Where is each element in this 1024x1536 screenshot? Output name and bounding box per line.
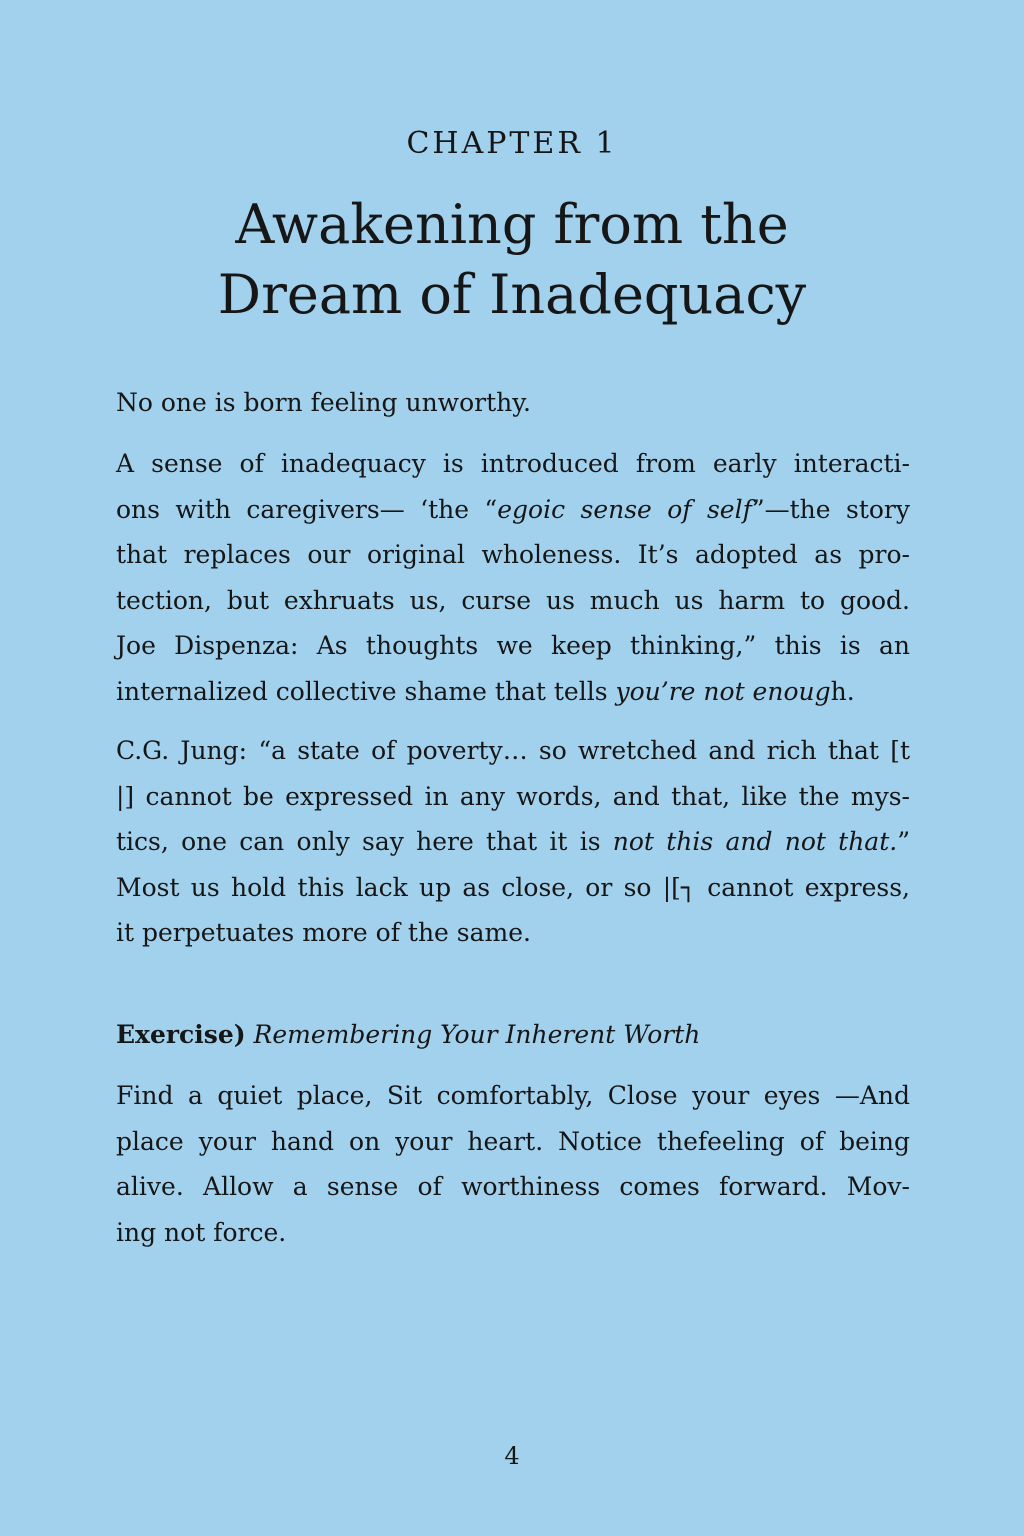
text-run: internalized collective shame that tells: [116, 676, 616, 706]
chapter-title-line-2: Dream of Inadequacy: [217, 263, 807, 326]
paragraph-line: [116, 487, 910, 533]
paragraph-1: [116, 380, 910, 426]
exercise-title: Remembering Your Inherent Worth: [253, 1020, 701, 1049]
italic-text-run: you’re not enoug: [615, 676, 831, 706]
chapter-title: [0, 190, 1024, 330]
paragraph-line: tection, but exhruats us, curse us much us harm to good.: [116, 585, 910, 615]
paragraph-line: that replaces our original wholeness. It’s adopted as pro-: [116, 540, 910, 569]
text-run: ons with caregivers— ‘the “: [116, 494, 498, 524]
paragraph-2: [116, 441, 910, 714]
text-run: ”—the story: [751, 494, 911, 524]
paragraph-line: [116, 669, 910, 715]
paragraph-3: [116, 728, 910, 956]
paragraph-line: Most us hold this lack up as close, or so |[┐ cannot express,: [116, 872, 910, 902]
paragraph-4: [116, 1073, 910, 1255]
paragraph-line: alive. Allow a sense of worthiness comes forward. Mov-: [116, 1172, 910, 1201]
chapter-label: CHAPTER 1: [406, 126, 618, 161]
paragraph-line: No one is born feeling unworthy.: [116, 388, 531, 417]
page-number: 4: [504, 1442, 520, 1470]
paragraph-line: C.G. Jung: “a state of poverty… so wretched and rich that [t: [116, 736, 910, 765]
exercise-label: Exercise): [116, 1020, 246, 1049]
italic-text-run: not this and not that.: [612, 827, 898, 856]
paragraph-line: ing not force.: [116, 1217, 287, 1247]
italic-text-run: egoic sense of self: [497, 494, 752, 524]
paragraph-line: Find a quiet place, Sit comfortably, Close your eyes —And: [116, 1081, 910, 1110]
paragraph-line: it perpetuates more of the same.: [116, 918, 531, 947]
paragraph-line: Joe Dispenza: As thoughts we keep thinking,” this is an: [116, 631, 910, 660]
paragraph-line: |] cannot be expressed in any words, and that, like the mys-: [116, 781, 910, 811]
text-run: tics, one can only say here that it is: [116, 827, 613, 856]
chapter-title-line-1: Awakening from the: [235, 193, 789, 256]
paragraph-line: [116, 819, 910, 865]
paragraph-line: place your hand on your heart. Notice thefeeling of being: [116, 1126, 910, 1156]
exercise-heading: [116, 1012, 910, 1057]
text-run: h.: [830, 676, 855, 706]
text-run: ”: [897, 827, 910, 856]
paragraph-line: A sense of inadequacy is introduced from early interacti-: [116, 449, 910, 478]
